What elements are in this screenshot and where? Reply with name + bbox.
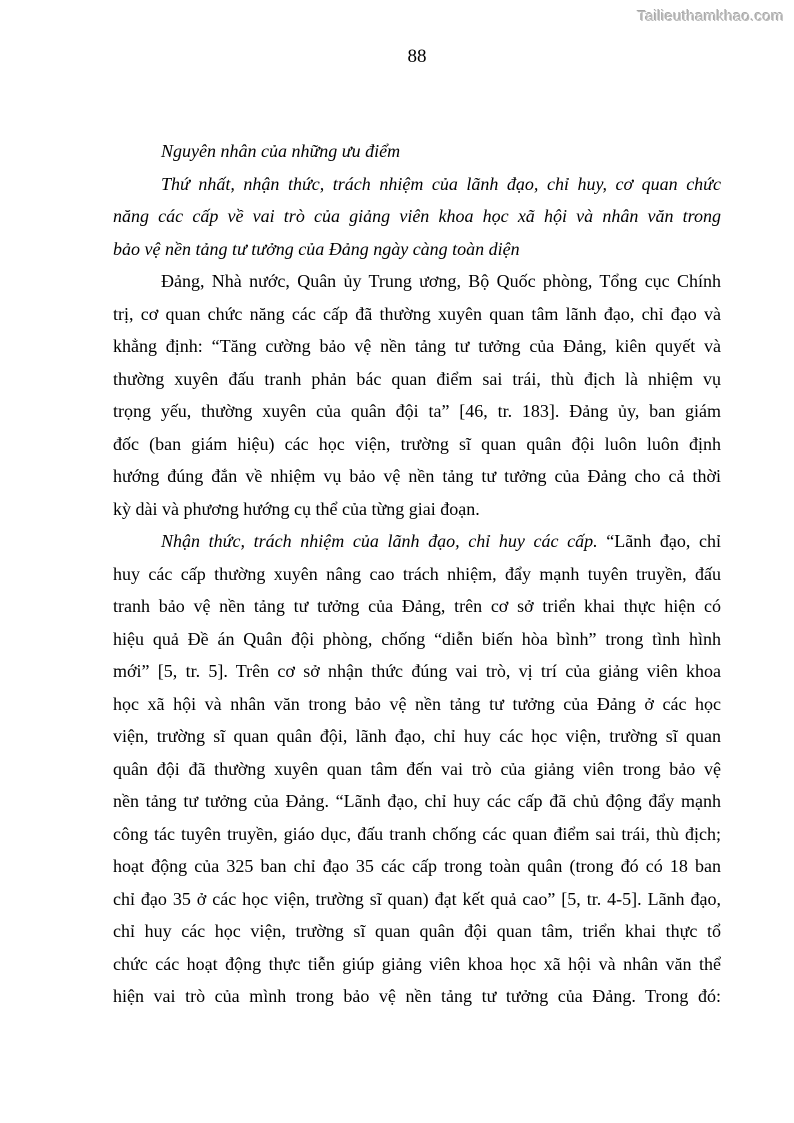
page-number: 88 xyxy=(407,46,427,67)
text-line: Thứ nhất, nhận thức, trách nhiệm của lãnh đạo, chỉ huy, cơ quan chức xyxy=(161,173,721,194)
text-line: trị, cơ quan chức năng các cấp đã thường xuyên quan tâm lãnh đạo, chỉ đạo và xyxy=(113,303,721,324)
text-line xyxy=(113,525,721,558)
text-line: chỉ đạo 35 ở các học viện, trường sĩ quan) đạt kết quả cao” [5, tr. 4-5]. Lãnh đạo, xyxy=(113,888,721,909)
text-line: tranh bảo vệ nền tảng tư tưởng của Đảng, trên cơ sở triển khai thực hiện có xyxy=(113,596,721,616)
text-line: học xã hội và nhân văn trong bảo vệ nền tảng tư tưởng của Đảng ở các học xyxy=(113,693,721,714)
site-watermark: Tailieuthamkhao.com xyxy=(637,8,784,25)
text-run-italic: Nhận thức, trách nhiệm của lãnh đạo, chỉ huy các cấp. xyxy=(161,531,598,551)
document-body xyxy=(113,135,721,1013)
text-line: công tác tuyên truyền, giáo dục, đấu tranh chống các quan điểm sai trái, thù địch; xyxy=(113,823,721,844)
text-line: trọng yếu, thường xuyên của quân đội ta” [46, tr. 183]. Đảng ủy, ban giám xyxy=(113,401,721,421)
text-line: khẳng định: “Tăng cường bảo vệ nền tảng tư tưởng của Đảng, kiên quyết và xyxy=(113,336,721,356)
text-line: viện, trường sĩ quan quân đội, lãnh đạo, chỉ huy các học viện, trường sĩ quan xyxy=(113,726,721,746)
text-line: hiệu quả Đề án Quân đội phòng, chống “diễn biến hòa bình” trong tình hình xyxy=(113,628,721,649)
text-line: Đảng, Nhà nước, Quân ủy Trung ương, Bộ Quốc phòng, Tổng cục Chính xyxy=(161,271,721,291)
text-line: Nguyên nhân của những ưu điểm xyxy=(161,141,401,161)
text-line: hoạt động của 325 ban chỉ đạo 35 các cấp trong toàn quân (trong đó có 18 ban xyxy=(113,856,721,876)
text-line: huy các cấp thường xuyên nâng cao trách nhiệm, đẩy mạnh tuyên truyền, đấu xyxy=(113,563,721,584)
text-line: chỉ huy các học viện, trường sĩ quan quân đội quan tâm, triển khai thực tổ xyxy=(113,921,721,941)
text-line: hiện vai trò của mình trong bảo vệ nền tảng tư tưởng của Đảng. Trong đó: xyxy=(113,986,721,1006)
text-line: quân đội đã thường xuyên quan tâm đến vai trò của giảng viên trong bảo vệ xyxy=(113,758,721,779)
text-line: nền tảng tư tưởng của Đảng. “Lãnh đạo, chỉ huy các cấp đã chủ động đẩy mạnh xyxy=(113,791,721,811)
text-line: thường xuyên đấu tranh phản bác quan điểm sai trái, thù địch là nhiệm vụ xyxy=(113,368,721,389)
text-line: đốc (ban giám hiệu) các học viện, trường sĩ quan quân đội luôn luôn định xyxy=(113,433,721,454)
text-line: mới” [5, tr. 5]. Trên cơ sở nhận thức đúng vai trò, vị trí của giảng viên khoa xyxy=(113,661,721,681)
text-line: kỳ dài và phương hướng cụ thể của từng giai đoạn. xyxy=(113,498,480,519)
text-line: năng các cấp về vai trò của giảng viên khoa học xã hội và nhân văn trong xyxy=(113,206,721,226)
text-line: hướng đúng đắn về nhiệm vụ bảo vệ nền tảng tư tưởng của Đảng cho cả thời xyxy=(113,466,721,486)
text-line: chức các hoạt động thực tiễn giúp giảng viên khoa học xã hội và nhân văn thể xyxy=(113,953,721,974)
text-run-regular: “Lãnh đạo, chỉ xyxy=(606,531,721,551)
text-line: bảo vệ nền tảng tư tưởng của Đảng ngày càng toàn diện xyxy=(113,238,520,259)
